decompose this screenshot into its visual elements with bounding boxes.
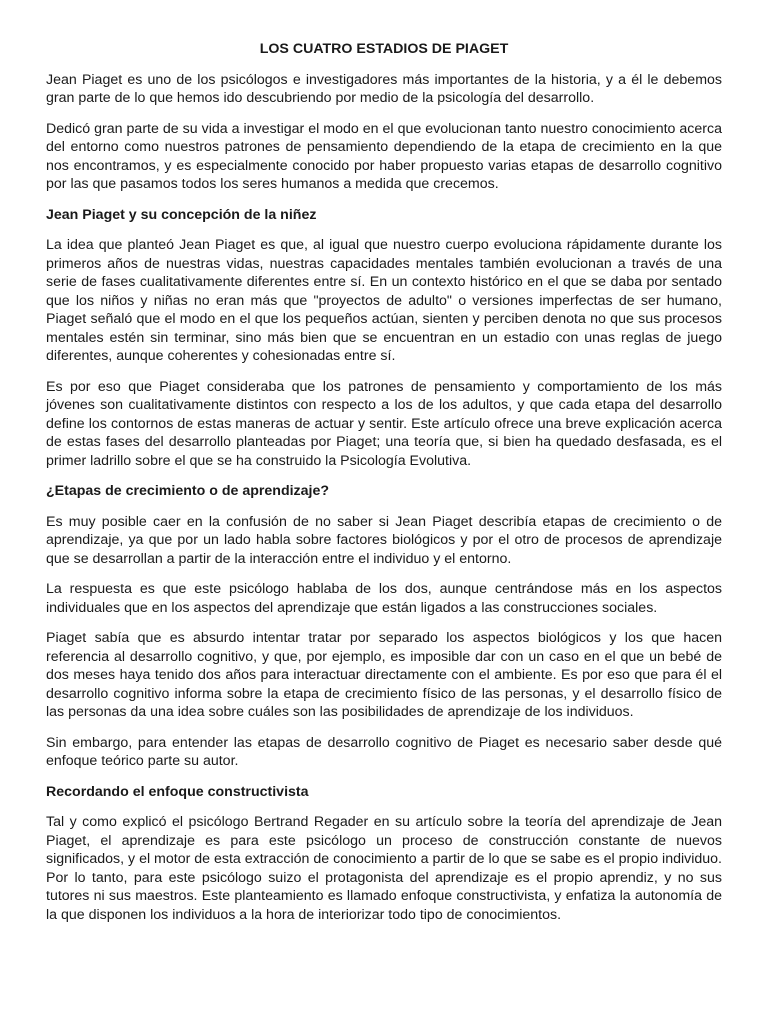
document-page xyxy=(46,40,722,936)
paragraph-biological: Piaget sabía que es absurdo intentar tratar por separado los aspectos biológicos y los que hacen referencia al desarrollo cognitivo, y que, por ejemplo, es imposible dar con un caso en el que un bebé de dos meses haya tenido dos años para interactuar directamente con el ambiente. Es por eso que para él el desarrollo cognitivo informa sobre la etapa de crecimiento físico de las personas, y el desarrollo físico de las personas da una idea sobre cuáles son las posibilidades de aprendizaje de los individuos. xyxy=(46,630,722,720)
paragraph-patterns: Es por eso que Piaget consideraba que los patrones de pensamiento y comportamiento de los más jóvenes son cualitativamente distintos con respecto a los de los adultos, y que cada etapa del desarrollo define los contornos de estas maneras de actuar y sentir. Este artículo ofrece una breve explicación acerca de estas fases del desarrollo planteadas por Piaget; una teoría que, si bien ha quedado desfasada, es el primer ladrillo sobre el que se ha construido la Psicología Evolutiva. xyxy=(46,378,722,469)
paragraph-however: Sin embargo, para entender las etapas de desarrollo cognitivo de Piaget es necesario saber desde qué enfoque teórico parte su autor. xyxy=(46,734,722,769)
section-heading-constructivist: Recordando el enfoque constructivista xyxy=(46,783,309,800)
paragraph-life-work: Dedicó gran parte de su vida a investigar el modo en el que evolucionan tanto nuestro conocimiento acerca del entorno como nuestros patrones de pensamiento dependiendo de la etapa de crecimiento en la que nos encontramos, y es especialmente conocido por haber propuesto varias etapas de desarrollo cognitivo por las que pasamos todos los seres humanos a medida que crecemos. xyxy=(46,120,722,192)
paragraph-confusion: Es muy posible caer en la confusión de no saber si Jean Piaget describía etapas de crecimiento o de aprendizaje, ya que por un lado habla sobre factores biológicos y por el otro de procesos de aprendizaje que se desarrollan a partir de la interacción entre el individuo y el entorno. xyxy=(46,513,722,567)
paragraph-constructivism: Tal y como explicó el psicólogo Bertrand Regader en su artículo sobre la teoría del aprendizaje de Jean Piaget, el aprendizaje es para este psicólogo un proceso de construcción constante de nuevos significados, y el motor de esta extracción de conocimiento a partir de lo que se sabe es el propio individuo. Por lo tanto, para este psicólogo suizo el protagonista del aprendizaje es el propio aprendiz, y no sus tutores ni sus maestros. Este planteamiento es llamado enfoque constructivista, y enfatiza la autonomía de la que disponen los individuos a la hora de interiorizar todo tipo de conocimientos. xyxy=(46,814,722,923)
paragraph-intro: Jean Piaget es uno de los psicólogos e investigadores más importantes de la historia, y a él le debemos gran parte de lo que hemos ido descubriendo por medio de la psicología del desarrollo. xyxy=(46,71,722,106)
document-title: LOS CUATRO ESTADIOS DE PIAGET xyxy=(259,41,509,57)
paragraph-answer: La respuesta es que este psicólogo hablaba de los dos, aunque centrándose más en los aspectos individuales que en los aspectos del aprendizaje que están ligados a las construcciones sociales. xyxy=(46,581,722,616)
paragraph-idea: La idea que planteó Jean Piaget es que, al igual que nuestro cuerpo evoluciona rápidamente durante los primeros años de nuestras vidas, nuestras capacidades mentales también evolucionan a través de una serie de fases cualitativamente diferentes entre sí. En un contexto histórico en el que se daba por sentado que los niños y niñas no eran más que "proyectos de adulto" o versiones imperfectas de ser humano, Piaget señaló que el modo en el que los pequeños actúan, sienten y perciben denota no que sus procesos mentales estén sin terminar, sino más bien que se encuentran en un estadio con unas reglas de juego diferentes, aunque coherentes y cohesionadas entre sí. xyxy=(46,237,722,364)
section-heading-stages: ¿Etapas de crecimiento o de aprendizaje? xyxy=(46,483,330,499)
section-heading-childhood: Jean Piaget y su concepción de la niñez xyxy=(46,206,317,223)
